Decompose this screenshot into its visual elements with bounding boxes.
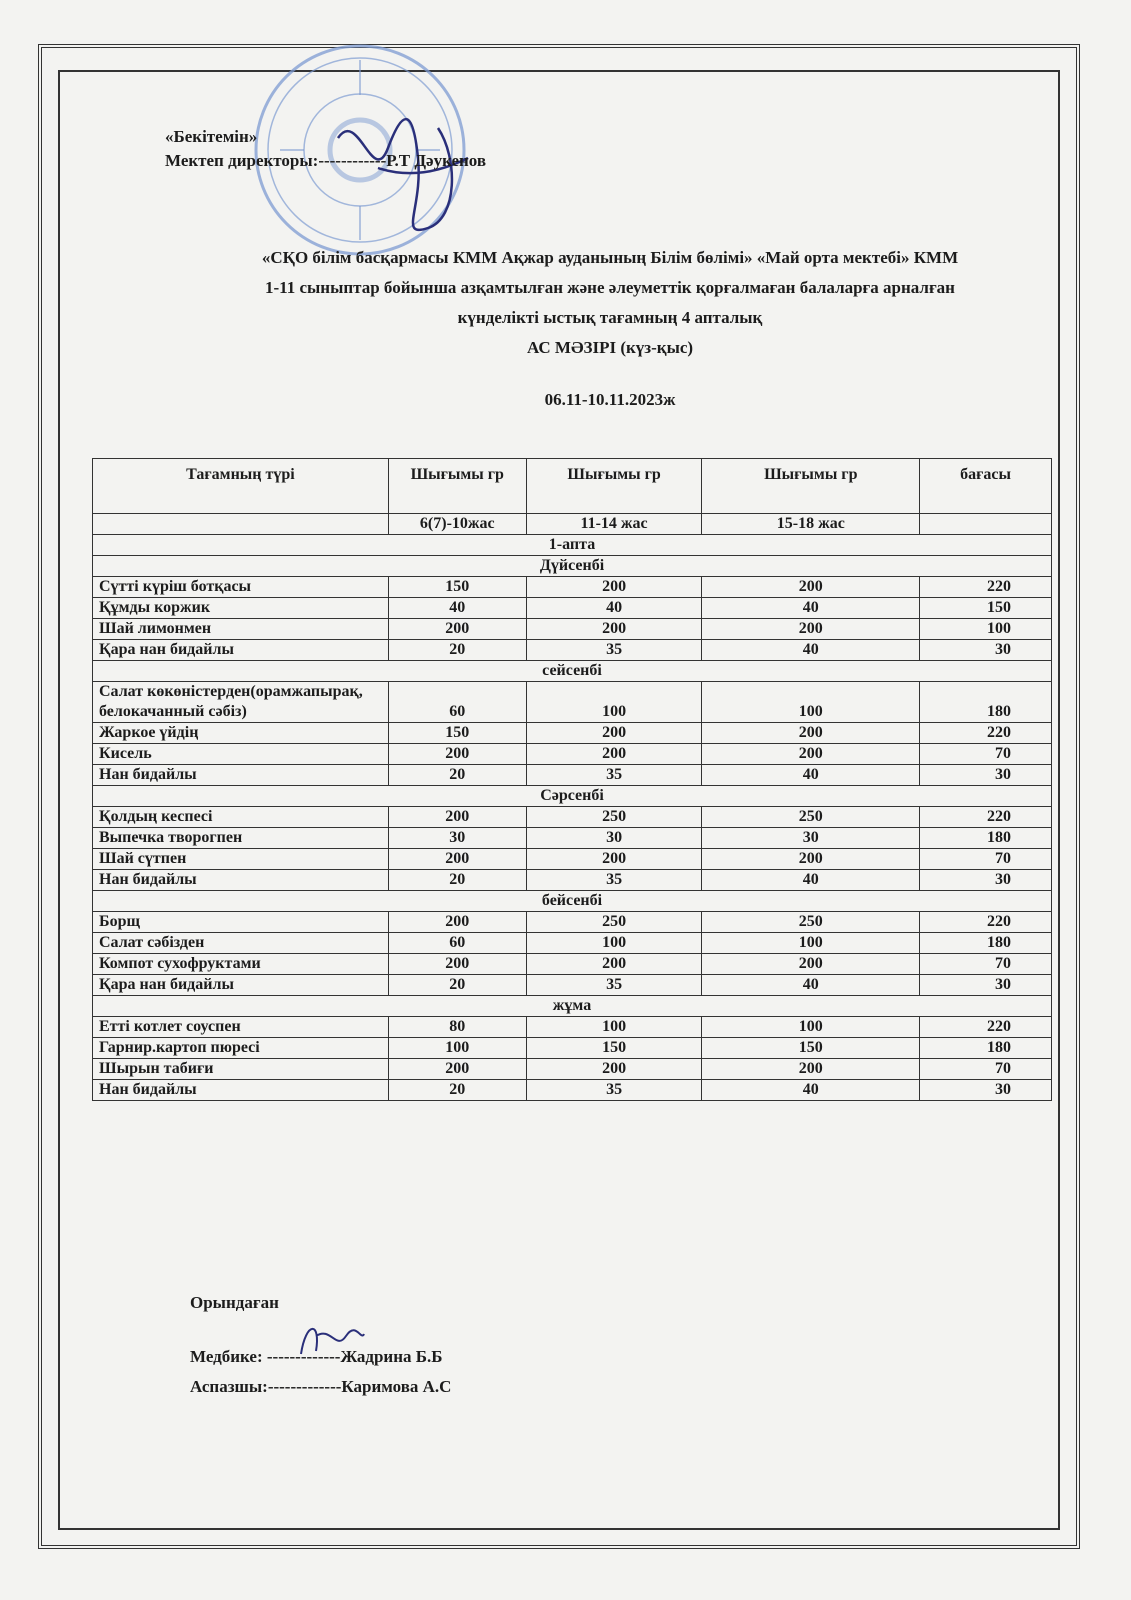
dish-name: Шырын табиғи — [93, 1059, 389, 1080]
cook-name: Каримова А.С — [341, 1377, 452, 1396]
table-row — [93, 744, 1052, 765]
age-cell — [93, 514, 389, 535]
cook-dashes: ------------- — [267, 1377, 342, 1396]
price: 30 — [920, 640, 1052, 661]
header-dish: Тағамның түрі — [93, 459, 389, 514]
yield-6-10: 20 — [388, 975, 526, 996]
dish-name: Етті котлет соуспен — [93, 1017, 389, 1038]
yield-11-14: 35 — [526, 975, 702, 996]
dish-name: Құмды коржик — [93, 598, 389, 619]
day-label: Дүйсенбі — [93, 556, 1052, 577]
price: 220 — [920, 723, 1052, 744]
yield-11-14: 250 — [526, 807, 702, 828]
table-row — [93, 975, 1052, 996]
yield-6-10: 200 — [388, 744, 526, 765]
director-dashes: ------------ — [318, 151, 387, 170]
age-cell: 6(7)-10жас — [388, 514, 526, 535]
yield-6-10: 100 — [388, 1038, 526, 1059]
header-row — [93, 459, 1052, 514]
price: 30 — [920, 1080, 1052, 1101]
dish-name: Сүтті күріш ботқасы — [93, 577, 389, 598]
yield-11-14: 200 — [526, 849, 702, 870]
yield-15-18: 200 — [702, 723, 920, 744]
title-line-1: «СҚО білім басқармасы КММ Ақжар ауданының Білім бөлімі» «Май орта мектебі» КММ — [261, 248, 959, 267]
table-row — [93, 828, 1052, 849]
table-row — [93, 765, 1052, 786]
yield-15-18: 200 — [702, 954, 920, 975]
yield-11-14: 40 — [526, 598, 702, 619]
yield-15-18: 40 — [702, 598, 920, 619]
header-yield-3: Шығымы гр — [702, 459, 920, 514]
nurse-dashes: ------------- — [266, 1347, 341, 1366]
dish-name: Выпечка творогпен — [93, 828, 389, 849]
table-row — [93, 577, 1052, 598]
table-row — [93, 849, 1052, 870]
yield-15-18: 40 — [702, 975, 920, 996]
header-price: бағасы — [920, 459, 1052, 514]
price: 30 — [920, 870, 1052, 891]
yield-6-10: 200 — [388, 849, 526, 870]
yield-11-14: 150 — [526, 1038, 702, 1059]
yield-15-18: 200 — [702, 577, 920, 598]
dish-name: Борщ — [93, 912, 389, 933]
price: 70 — [920, 744, 1052, 765]
price: 180 — [920, 682, 1052, 723]
yield-15-18: 250 — [702, 912, 920, 933]
dish-name: Нан бидайлы — [93, 1080, 389, 1101]
yield-6-10: 20 — [388, 765, 526, 786]
age-cell: 15-18 жас — [702, 514, 920, 535]
price: 180 — [920, 933, 1052, 954]
yield-11-14: 200 — [526, 954, 702, 975]
yield-6-10: 200 — [388, 1059, 526, 1080]
yield-11-14: 35 — [526, 640, 702, 661]
executed-label: Орындаған — [190, 1293, 279, 1312]
cook-line — [190, 1372, 451, 1402]
day-label: Сәрсенбі — [93, 786, 1052, 807]
approval-block — [165, 125, 486, 173]
yield-6-10: 60 — [388, 682, 526, 723]
header-yield-2: Шығымы гр — [526, 459, 702, 514]
yield-11-14: 35 — [526, 1080, 702, 1101]
table-row — [93, 1017, 1052, 1038]
day-row — [93, 996, 1052, 1017]
document-title — [150, 243, 1070, 363]
yield-6-10: 20 — [388, 1080, 526, 1101]
price: 180 — [920, 828, 1052, 849]
price: 100 — [920, 619, 1052, 640]
table-row — [93, 682, 1052, 723]
table-row — [93, 912, 1052, 933]
dish-name: Қара нан бидайлы — [93, 640, 389, 661]
menu-table — [92, 458, 1052, 1101]
title-line-4: АС МӘЗІРІ (күз-қыс) — [526, 338, 694, 357]
nurse-name: Жадрина Б.Б — [340, 1347, 443, 1366]
yield-15-18: 40 — [702, 765, 920, 786]
yield-6-10: 30 — [388, 828, 526, 849]
table-row — [93, 598, 1052, 619]
dish-name: Жаркое үйдің — [93, 723, 389, 744]
yield-15-18: 30 — [702, 828, 920, 849]
dish-name: Салат сәбізден — [93, 933, 389, 954]
yield-15-18: 100 — [702, 1017, 920, 1038]
yield-11-14: 30 — [526, 828, 702, 849]
price: 180 — [920, 1038, 1052, 1059]
yield-15-18: 40 — [702, 1080, 920, 1101]
dish-name: Шай сүтпен — [93, 849, 389, 870]
yield-15-18: 100 — [702, 933, 920, 954]
age-row — [93, 514, 1052, 535]
title-line-3: күнделікті ыстық тағамның 4 апталық — [457, 308, 763, 327]
yield-15-18: 150 — [702, 1038, 920, 1059]
price: 220 — [920, 912, 1052, 933]
price: 30 — [920, 975, 1052, 996]
nurse-signature-icon — [296, 1316, 366, 1360]
yield-6-10: 200 — [388, 807, 526, 828]
table-row — [93, 723, 1052, 744]
dish-name: Компот сухофруктами — [93, 954, 389, 975]
yield-6-10: 150 — [388, 723, 526, 744]
yield-11-14: 35 — [526, 870, 702, 891]
dish-name: Қара нан бидайлы — [93, 975, 389, 996]
approval-label: «Бекітемін» — [165, 127, 258, 146]
yield-11-14: 200 — [526, 577, 702, 598]
director-name: Р.Т Дәукенов — [386, 151, 487, 170]
table-row — [93, 954, 1052, 975]
yield-15-18: 40 — [702, 870, 920, 891]
yield-6-10: 60 — [388, 933, 526, 954]
yield-6-10: 200 — [388, 619, 526, 640]
yield-15-18: 40 — [702, 640, 920, 661]
yield-15-18: 200 — [702, 619, 920, 640]
header-yield-1: Шығымы гр — [388, 459, 526, 514]
day-row — [93, 891, 1052, 912]
yield-11-14: 200 — [526, 1059, 702, 1080]
table-row — [93, 1080, 1052, 1101]
table-row — [93, 640, 1052, 661]
price: 30 — [920, 765, 1052, 786]
table-row — [93, 933, 1052, 954]
dish-name: Нан бидайлы — [93, 870, 389, 891]
yield-11-14: 200 — [526, 744, 702, 765]
director-signature-icon — [318, 98, 478, 248]
yield-6-10: 40 — [388, 598, 526, 619]
table-row — [93, 1059, 1052, 1080]
table-row — [93, 870, 1052, 891]
yield-11-14: 100 — [526, 933, 702, 954]
day-label: бейсенбі — [93, 891, 1052, 912]
yield-6-10: 20 — [388, 640, 526, 661]
director-prefix: Мектеп директоры: — [165, 151, 319, 170]
day-label: сейсенбі — [93, 661, 1052, 682]
title-line-2: 1-11 сыныптар бойынша азқамтылған және әлеуметтік қорғалмаған балаларға арналған — [265, 278, 955, 297]
day-label: жұма — [93, 996, 1052, 1017]
day-row — [93, 556, 1052, 577]
week-row — [93, 535, 1052, 556]
table-row — [93, 1038, 1052, 1059]
nurse-prefix: Медбике: — [190, 1347, 267, 1366]
yield-6-10: 200 — [388, 954, 526, 975]
yield-11-14: 200 — [526, 723, 702, 744]
price: 220 — [920, 807, 1052, 828]
yield-15-18: 250 — [702, 807, 920, 828]
yield-11-14: 100 — [526, 1017, 702, 1038]
yield-11-14: 250 — [526, 912, 702, 933]
dish-name: Шай лимонмен — [93, 619, 389, 640]
price: 70 — [920, 954, 1052, 975]
director-line — [165, 149, 486, 173]
yield-6-10: 150 — [388, 577, 526, 598]
date-range: 06.11-10.11.2023ж — [544, 390, 676, 409]
dish-name: Кисель — [93, 744, 389, 765]
week-label: 1-апта — [93, 535, 1052, 556]
day-row — [93, 661, 1052, 682]
yield-11-14: 35 — [526, 765, 702, 786]
price: 70 — [920, 849, 1052, 870]
yield-15-18: 100 — [702, 682, 920, 723]
dish-name: Гарнир.картоп пюресі — [93, 1038, 389, 1059]
yield-6-10: 20 — [388, 870, 526, 891]
price: 220 — [920, 1017, 1052, 1038]
yield-6-10: 200 — [388, 912, 526, 933]
age-cell: 11-14 жас — [526, 514, 702, 535]
dish-name: Салат көкөністерден(орамжапырақ, белокачанный сәбіз) — [93, 682, 389, 723]
day-row — [93, 786, 1052, 807]
table-row — [93, 619, 1052, 640]
price: 150 — [920, 598, 1052, 619]
age-cell — [920, 514, 1052, 535]
cook-prefix: Аспазшы: — [190, 1377, 268, 1396]
dish-name: Нан бидайлы — [93, 765, 389, 786]
price: 220 — [920, 577, 1052, 598]
table-row — [93, 807, 1052, 828]
yield-6-10: 80 — [388, 1017, 526, 1038]
yield-11-14: 100 — [526, 682, 702, 723]
yield-15-18: 200 — [702, 849, 920, 870]
yield-11-14: 200 — [526, 619, 702, 640]
dish-name: Қолдың кеспесі — [93, 807, 389, 828]
yield-15-18: 200 — [702, 744, 920, 765]
yield-15-18: 200 — [702, 1059, 920, 1080]
price: 70 — [920, 1059, 1052, 1080]
